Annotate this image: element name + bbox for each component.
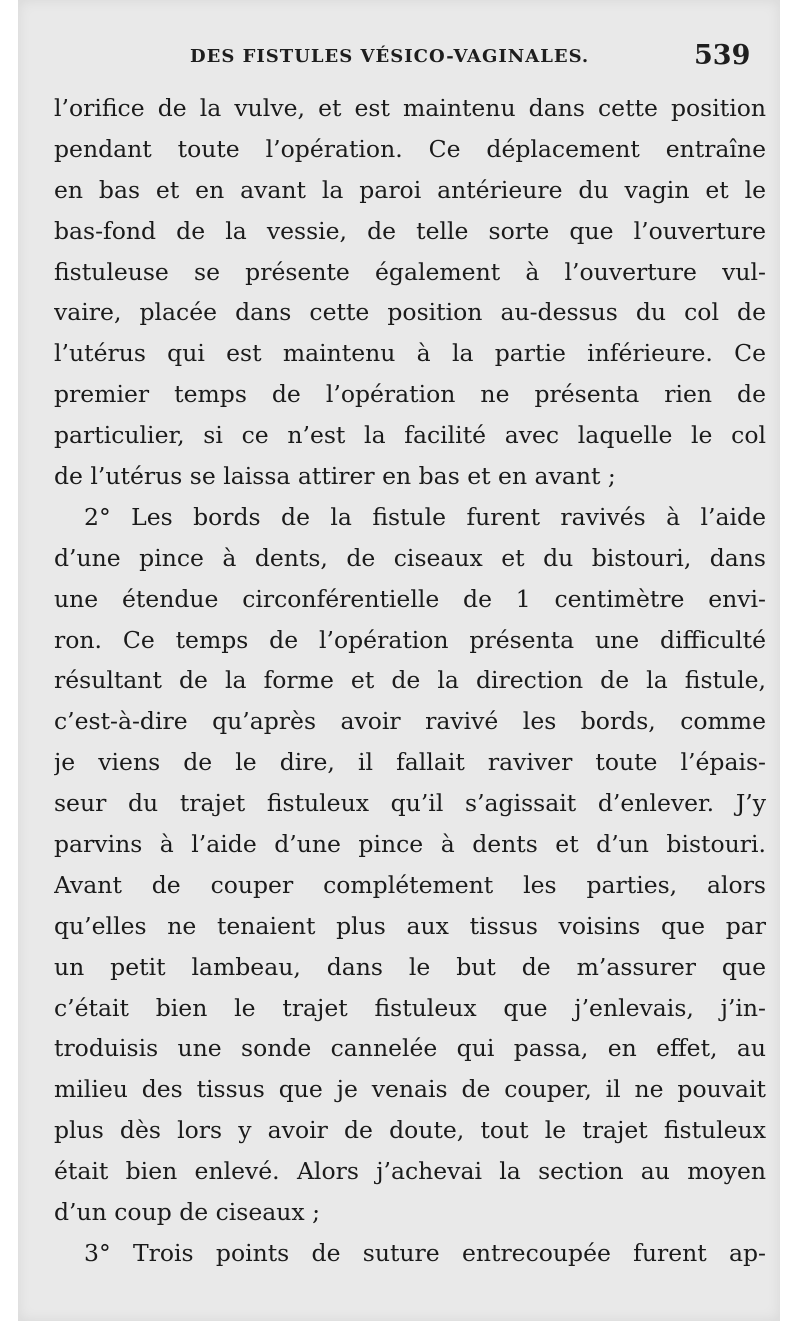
page-number: 539 (694, 40, 751, 71)
text-line: l’orifice de la vulve, et est maintenu dans cette position (54, 94, 766, 122)
text-line: une étendue circonférentielle de 1 centimètre envi- (54, 584, 766, 613)
text-line: c’est-à-dire qu’après avoir ravivé les bords, comme (54, 707, 766, 736)
text-line: en bas et en avant la paroi antérieure du vagin et le (54, 175, 766, 204)
text-line: parvins à l’aide d’une pince à dents et d’un bistouri. (54, 830, 766, 859)
text-line: plus dès lors y avoir de doute, tout le trajet fistuleux (54, 1116, 766, 1145)
text-line: ron. Ce temps de l’opération présenta une difficulté (54, 625, 766, 654)
text-line: particulier, si ce n’est la facilité avec laquelle le col (54, 421, 766, 450)
body-text (54, 88, 766, 1274)
text-line: fistuleuse se présente également à l’ouverture vul- (54, 257, 766, 286)
text-line: d’une pince à dents, de ciseaux et du bistouri, dans (54, 543, 766, 572)
text-line: qu’elles ne tenaient plus aux tissus voisins que par (54, 911, 766, 940)
text-line: 3° Trois points de suture entrecoupée furent ap- (84, 1238, 766, 1267)
text-line: résultant de la forme et de la direction de la fistule, (54, 666, 766, 695)
text-line: bas-fond de la vessie, de telle sorte que l’ouverture (54, 216, 766, 245)
text-line: pendant toute l’opération. Ce déplacement entraîne (54, 134, 766, 163)
text-line: premier temps de l’opération ne présenta rien de (54, 380, 766, 409)
text-line: vaire, placée dans cette position au-dessus du col de (54, 298, 766, 327)
text-line: je viens de le dire, il fallait raviver toute l’épais- (54, 748, 766, 777)
text-line: un petit lambeau, dans le but de m’assurer que (54, 952, 766, 981)
text-line: seur du trajet fistuleux qu’il s’agissait d’enlever. J’y (54, 789, 766, 818)
book-page (18, 0, 780, 1321)
text-line: de l’utérus se laissa attirer en bas et en avant ; (54, 462, 616, 491)
page-header (18, 40, 780, 80)
text-line: 2° Les bords de la fistule furent ravivés à l’aide (84, 502, 766, 531)
text-line: c’était bien le trajet fistuleux que j’enlevais, j’in- (54, 993, 766, 1022)
text-line: l’utérus qui est maintenu à la partie inférieure. Ce (54, 339, 766, 368)
text-line: milieu des tissus que je venais de couper, il ne pouvait (54, 1075, 766, 1104)
text-line: d’un coup de ciseaux ; (54, 1198, 321, 1227)
text-line: était bien enlevé. Alors j’achevai la section au moyen (54, 1157, 766, 1186)
text-line: Avant de couper complétement les parties, alors (54, 870, 766, 899)
running-title: DES FISTULES VÉSICO-VAGINALES. (190, 46, 590, 67)
text-line: troduisis une sonde cannelée qui passa, en effet, au (54, 1034, 766, 1063)
